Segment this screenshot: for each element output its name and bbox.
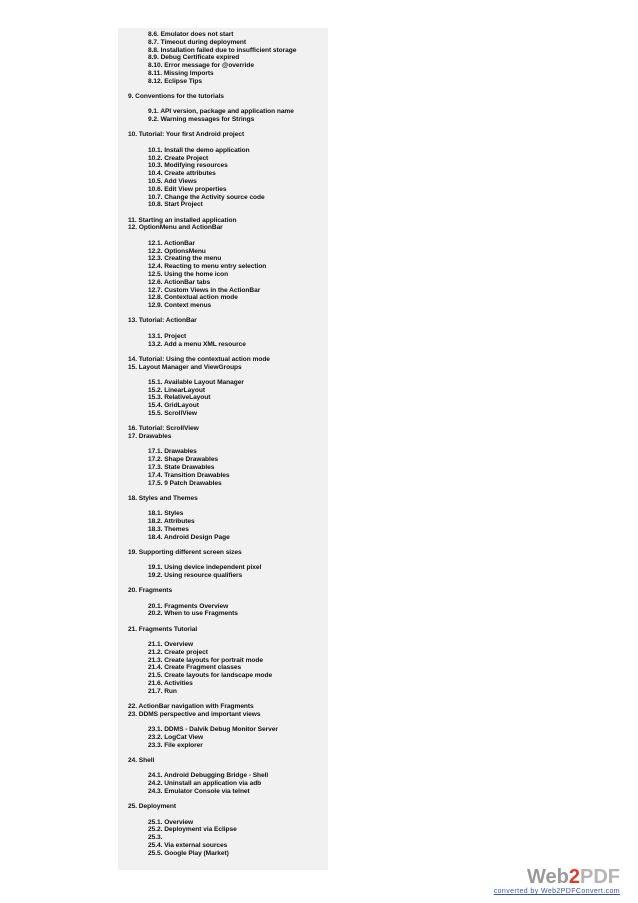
toc-section-entry[interactable]: 21.4. Create Fragment classes: [148, 664, 242, 672]
toc-chapter-entry[interactable]: 9. Conventions for the tutorials: [128, 93, 224, 101]
toc-chapter-entry[interactable]: 25. Deployment: [128, 803, 177, 811]
toc-section-entry[interactable]: 19.2. Using resource qualifiers: [148, 572, 243, 580]
toc-section-entry[interactable]: 12.1. ActionBar: [148, 239, 196, 247]
toc-gap: [118, 595, 328, 603]
toc-section-entry[interactable]: 24.2. Uninstall an application via adb: [148, 780, 262, 788]
toc-chapter-entry[interactable]: 10. Tutorial: Your first Android project: [128, 131, 245, 139]
toc-gap: [118, 371, 328, 379]
toc-section-entry[interactable]: 8.10. Error message for @override: [148, 62, 254, 70]
logo-web-text: Web: [527, 866, 569, 888]
toc-chapter-entry[interactable]: 12. OptionMenu and ActionBar: [128, 224, 223, 232]
toc-gap: [118, 541, 328, 549]
toc-gap: [118, 618, 328, 626]
toc-section-entry[interactable]: 17.1. Drawables: [148, 448, 197, 456]
toc-section-entry[interactable]: 9.2. Warning messages for Strings: [148, 116, 255, 124]
toc-section-entry[interactable]: 21.7. Run: [148, 687, 177, 695]
toc-section-entry[interactable]: 10.2. Create Project: [148, 154, 209, 162]
toc-section-entry[interactable]: 21.3. Create layouts for portrait mode: [148, 656, 263, 664]
toc-section-entry[interactable]: 23.1. DDMS - Dalvik Debug Monitor Server: [148, 726, 278, 734]
toc-chapter-entry[interactable]: 21. Fragments Tutorial: [128, 625, 198, 633]
toc-section-entry[interactable]: 8.6. Emulator does not start: [148, 31, 234, 38]
toc-section-entry[interactable]: 8.9. Debug Certificate expired: [148, 54, 240, 62]
toc-section-entry[interactable]: 25.4. Via external sources: [148, 841, 228, 849]
toc-gap: [118, 796, 328, 804]
toc-section-entry[interactable]: 24.1. Android Debugging Bridge - Shell: [148, 772, 269, 780]
toc-gap: [118, 209, 328, 217]
toc-section-entry[interactable]: 15.4. GridLayout: [148, 402, 199, 410]
toc-section-entry[interactable]: 12.4. Reacting to menu entry selection: [148, 263, 267, 271]
toc-gap: [118, 503, 328, 511]
toc-section-entry[interactable]: 18.2. Attributes: [148, 518, 195, 526]
toc-section-entry[interactable]: 17.3. State Drawables: [148, 464, 215, 472]
toc-section-entry[interactable]: 18.1. Styles: [148, 510, 184, 518]
toc-section-entry[interactable]: 12.3. Creating the menu: [148, 255, 222, 263]
toc-gap: [118, 348, 328, 356]
toc-section-entry[interactable]: 25.3.: [148, 834, 163, 842]
toc-chapter-entry[interactable]: 24. Shell: [128, 757, 155, 765]
toc-chapter-entry[interactable]: 16. Tutorial: ScrollView: [128, 425, 199, 433]
web2pdf-branding: [494, 867, 620, 895]
toc-gap: [118, 232, 328, 240]
toc-gap: [118, 634, 328, 642]
converted-by-link[interactable]: converted by Web2PDFConvert.com: [493, 888, 620, 895]
toc-section-entry[interactable]: 10.3. Modifying resources: [148, 162, 228, 170]
toc-chapter-entry[interactable]: 11. Starting an installed application: [128, 216, 237, 224]
toc-section-entry[interactable]: 15.1. Available Layout Manager: [148, 378, 244, 386]
toc-section-entry[interactable]: 10.6. Edit View properties: [148, 185, 227, 193]
toc-gap: [118, 696, 328, 704]
toc-section-entry[interactable]: 8.12. Eclipse Tips: [148, 77, 202, 85]
toc-gap: [118, 765, 328, 773]
toc-section-entry[interactable]: 17.5. 9 Patch Drawables: [148, 479, 222, 487]
toc-gap: [118, 811, 328, 819]
toc-gap: [118, 124, 328, 132]
toc-gap: [118, 719, 328, 727]
toc-section-entry[interactable]: 23.3. File explorer: [148, 741, 203, 749]
toc-section-entry[interactable]: 12.7. Custom Views in the ActionBar: [148, 286, 261, 294]
toc-section-entry[interactable]: 10.8. Start Project: [148, 201, 203, 209]
toc-section-entry[interactable]: 9.1. API version, package and application name: [148, 108, 294, 116]
toc-chapter-entry[interactable]: 23. DDMS perspective and important views: [128, 710, 261, 718]
toc-gap: [118, 441, 328, 449]
toc-section-entry[interactable]: 17.4. Transition Drawables: [148, 471, 230, 479]
toc-chapter-entry[interactable]: 17. Drawables: [128, 433, 172, 441]
toc-section-entry[interactable]: 15.3. RelativeLayout: [148, 394, 211, 402]
toc-gap: [118, 325, 328, 333]
toc-chapter-entry[interactable]: 18. Styles and Themes: [128, 494, 198, 502]
toc-section-entry[interactable]: 12.5. Using the home icon: [148, 270, 229, 278]
toc-section-entry[interactable]: 13.1. Project: [148, 332, 187, 340]
table-of-contents-panel: [118, 28, 328, 870]
toc-gap: [118, 101, 328, 109]
toc-chapter-entry[interactable]: 13. Tutorial: ActionBar: [128, 317, 197, 325]
toc-section-entry[interactable]: 15.2. LinearLayout: [148, 386, 205, 394]
toc-section-entry[interactable]: 21.6. Activities: [148, 680, 193, 687]
toc-chapter-entry[interactable]: 15. Layout Manager and ViewGroups: [128, 363, 242, 371]
toc-section-entry[interactable]: 19.1. Using device independent pixel: [148, 564, 262, 572]
toc-section-entry[interactable]: 25.1. Overview: [148, 818, 194, 826]
toc-section-entry[interactable]: 18.4. Android Design Page: [148, 533, 230, 541]
logo-two-text: 2: [568, 866, 580, 888]
toc-chapter-entry[interactable]: 20. Fragments: [128, 587, 173, 595]
toc-section-entry[interactable]: 17.2. Shape Drawables: [148, 456, 219, 464]
web2pdf-logo: [494, 867, 620, 887]
toc-section-entry[interactable]: 21.2. Create project: [148, 648, 208, 656]
toc-gap: [118, 86, 328, 94]
toc-gap: [118, 487, 328, 495]
toc-section-entry[interactable]: 10.1. Install the demo application: [148, 146, 250, 154]
toc-entries: [118, 31, 328, 858]
logo-pdf-text: PDF: [580, 866, 620, 888]
toc-section-entry[interactable]: 25.2. Deployment via Eclipse: [148, 826, 237, 834]
toc-chapter-entry[interactable]: 19. Supporting different screen sizes: [128, 548, 242, 556]
toc-section-entry[interactable]: 12.8. Contextual action mode: [148, 294, 238, 302]
toc-section-entry[interactable]: 10.7. Change the Activity source code: [148, 193, 265, 201]
toc-section-entry[interactable]: 8.11. Missing Imports: [148, 69, 214, 77]
toc-section-entry[interactable]: 20.1. Fragments Overview: [148, 602, 229, 610]
toc-gap: [118, 580, 328, 588]
toc-chapter-entry[interactable]: 14. Tutorial: Using the contextual action mode: [128, 355, 270, 363]
toc-section-entry[interactable]: 25.5. Google Play (Market): [148, 849, 229, 857]
toc-section-entry[interactable]: 10.5. Add Views: [148, 177, 197, 185]
toc-gap: [118, 418, 328, 426]
toc-section-entry[interactable]: 8.8. Installation failed due to insufficient storage: [148, 46, 297, 54]
toc-section-entry[interactable]: 15.5. ScrollView: [148, 410, 197, 418]
toc-section-entry[interactable]: 21.1. Overview: [148, 641, 194, 649]
toc-section-entry[interactable]: 8.7. Timeout during deployment: [148, 38, 247, 46]
toc-section-entry[interactable]: 24.3. Emulator Console via telnet: [148, 787, 250, 795]
toc-gap: [118, 139, 328, 147]
toc-gap: [118, 310, 328, 318]
toc-section-entry[interactable]: 13.2. Add a menu XML resource: [148, 340, 246, 348]
toc-section-entry[interactable]: 21.5. Create layouts for landscape mode: [148, 672, 273, 680]
toc-section-entry[interactable]: 20.2. When to use Fragments: [148, 610, 238, 618]
toc-section-entry[interactable]: 12.9. Context menus: [148, 302, 212, 310]
toc-section-entry[interactable]: 18.3. Themes: [148, 525, 189, 533]
toc-section-entry[interactable]: 10.4. Create attributes: [148, 170, 216, 178]
toc-chapter-entry[interactable]: 22. ActionBar navigation with Fragments: [128, 703, 254, 711]
toc-gap: [118, 750, 328, 758]
toc-section-entry[interactable]: 12.2. OptionsMenu: [148, 247, 206, 255]
toc-section-entry[interactable]: 12.6. ActionBar tabs: [148, 278, 211, 286]
toc-gap: [118, 557, 328, 565]
toc-section-entry[interactable]: 23.2. LogCat View: [148, 733, 204, 741]
